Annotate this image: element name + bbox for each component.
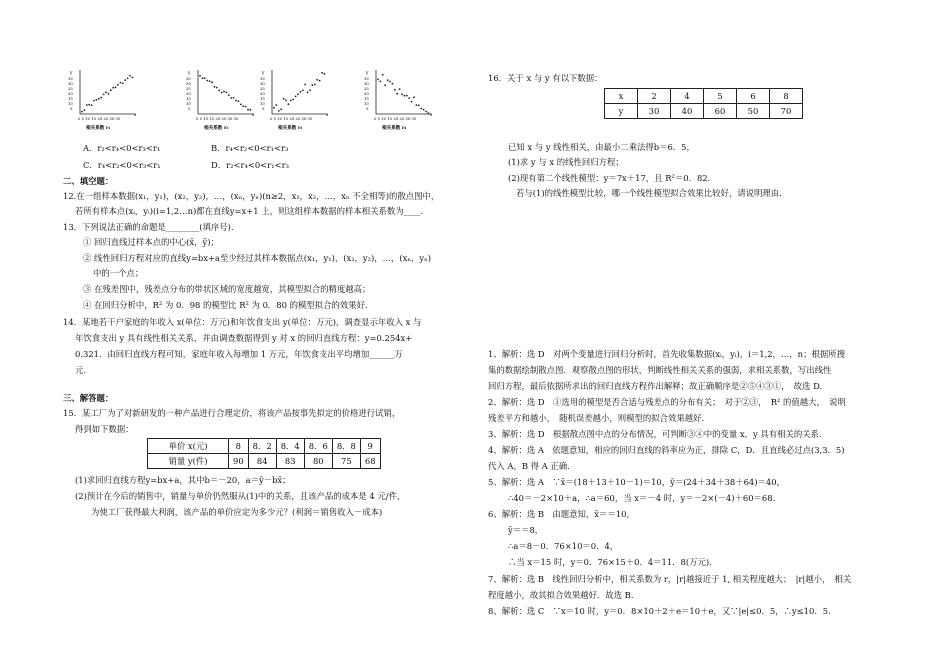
scatter-point <box>127 78 129 80</box>
scatter-point <box>389 81 391 83</box>
scatter-point <box>84 109 86 111</box>
scatter-point <box>384 84 386 86</box>
scatter-point <box>120 82 122 84</box>
scatter-point <box>278 110 280 112</box>
scatter-point <box>321 72 323 74</box>
table-row: x 2 4 5 6 8 <box>605 89 803 104</box>
svg-text:25: 25 <box>186 86 191 91</box>
svg-text:35: 35 <box>364 76 369 81</box>
scatter-point <box>408 97 410 99</box>
scatter-point <box>297 93 299 95</box>
svg-text:20: 20 <box>68 91 73 96</box>
scatter-point <box>316 79 318 81</box>
table-row: 单价 x(元) 8 8．2 8．4 8．6 8．8 9 <box>148 439 381 454</box>
scatter-point <box>392 83 394 85</box>
scatter-point <box>304 84 306 86</box>
svg-text:20: 20 <box>260 91 265 96</box>
svg-text:x: x <box>134 112 137 117</box>
svg-text:10: 10 <box>186 101 191 106</box>
scatter-point <box>312 84 314 86</box>
scatter-plot-r2 <box>184 66 256 132</box>
scatter-point <box>88 104 90 106</box>
scatter-point <box>242 105 244 107</box>
svg-text:10: 10 <box>364 101 369 106</box>
scatter-point <box>394 89 396 91</box>
svg-text:15: 15 <box>364 96 369 101</box>
scatter-plot-r3 <box>258 66 330 132</box>
scatter-point <box>81 111 83 113</box>
svg-text:x: x <box>326 112 329 117</box>
answer-1: 1、解析：选 D 对两个变量进行回归分析时，首先收集数据(xᵢ，yᵢ)，i＝1,2，…，n；根据所搜 <box>488 349 845 359</box>
scatter-point <box>110 89 112 91</box>
scatter-point <box>283 98 285 100</box>
scatter-point <box>112 87 114 89</box>
scatter-point <box>202 77 204 79</box>
svg-text:20: 20 <box>186 91 191 96</box>
svg-text:x: x <box>252 112 255 117</box>
scatter-point <box>117 84 119 86</box>
scatter-point <box>103 94 105 96</box>
scatter-plot-r1 <box>66 66 138 132</box>
table-row: y 30 40 60 50 70 <box>605 104 803 119</box>
answer-4: 4、解析：选 A 依题意知，相应的回归直线的斜率应为正，排除 C，D．且直线必过点(3,3．5) <box>488 445 845 455</box>
scatter-point <box>211 81 213 83</box>
scatter-point <box>418 105 420 107</box>
x-tick-labels: 0 5 10 15 20 25 30 35 <box>78 116 121 121</box>
option-b: B．r₄<r₂<0<r₁<r₃ <box>211 143 289 153</box>
scatter-point <box>98 98 100 100</box>
scatter-point <box>223 91 225 93</box>
scatter-point <box>250 109 252 111</box>
scatter-point <box>420 108 422 110</box>
scatter-point <box>285 100 287 102</box>
scatter-point <box>387 79 389 81</box>
answer-3: 3、解析：选 D 根据散点图中点的分布情况，可判断③④中的变量 x，y 具有相关的关系． <box>488 429 828 439</box>
svg-text:0 5 10 15 20 25 30 35: 0 5 10 15 20 25 30 35 <box>270 116 313 121</box>
scatter-point <box>86 104 88 106</box>
table-price-sales <box>147 438 381 469</box>
scatter-point <box>290 100 292 102</box>
scatter-point <box>292 99 294 101</box>
scatter-point <box>129 75 131 77</box>
svg-text:0 5 10 15 20 25 30 35: 0 5 10 15 20 25 30 35 <box>374 116 417 121</box>
answer-5: 5、解析：选 A ∵x̄＝(18＋13＋10－1)＝10，ȳ＝(24＋34＋38＋64)＝40， <box>488 477 785 487</box>
section-heading-fill-blank: 二、填空题： <box>63 176 114 186</box>
svg-text:30: 30 <box>186 81 191 86</box>
scatter-point <box>247 109 249 111</box>
svg-text:x: x <box>430 112 433 117</box>
svg-text:20: 20 <box>364 91 369 96</box>
svg-text:5: 5 <box>262 106 265 111</box>
svg-text:10: 10 <box>68 101 73 106</box>
scatter-plots <box>66 66 466 132</box>
scatter-point <box>233 97 235 99</box>
scatter-point <box>314 84 316 86</box>
scatter-point <box>108 93 110 95</box>
table-row: 销量 y(件) 90 84 83 80 75 68 <box>148 454 381 469</box>
svg-text:15: 15 <box>186 96 191 101</box>
scatter-point <box>404 95 406 97</box>
scatter-point <box>380 81 382 83</box>
question-14: 14．某地若干户家庭的年收入 x(单位：万元)和年饮食支出 y(单位：万元)，调查显示年收入 x 与 <box>63 317 422 327</box>
scatter-point <box>280 108 282 110</box>
y-axis-label: y <box>70 70 73 75</box>
scatter-point <box>302 90 304 92</box>
svg-text:15: 15 <box>68 96 73 101</box>
scatter-point <box>199 75 201 77</box>
scatter-point <box>221 92 223 94</box>
scatter-point <box>122 83 124 85</box>
svg-text:30: 30 <box>260 81 265 86</box>
scatter-point <box>226 92 228 94</box>
scatter-point <box>416 104 418 106</box>
scatter-point <box>413 96 415 98</box>
scatter-point <box>406 95 408 97</box>
plot-label: 相关系数 r₄ <box>382 126 407 131</box>
scatter-point <box>204 77 206 79</box>
plot-label: 相关系数 r₂ <box>204 126 229 131</box>
plot-label: 相关系数 r₁ <box>86 126 111 131</box>
scatter-point <box>307 91 309 93</box>
answer-6: 6、解析：选 B 由题意知，x̄＝＝10， <box>488 509 635 519</box>
question-16: 16．关于 x 与 y 有以下数据： <box>488 73 603 83</box>
scatter-point <box>319 80 321 82</box>
answer-7: 7、解析：选 B 线性回归分析中，相关系数为 r，|r|越接近于 1, 相关程度越大； |r|越小， 相关 <box>488 574 852 584</box>
scatter-point <box>423 109 425 111</box>
scatter-point <box>235 100 237 102</box>
section-heading-answer: 三、解答题： <box>63 393 114 403</box>
option-d: D．r₂<r₄<0<r₁<r₃ <box>211 160 289 170</box>
scatter-point <box>288 103 290 105</box>
svg-text:y: y <box>188 70 191 75</box>
scatter-point <box>240 104 242 106</box>
scatter-point <box>214 86 216 88</box>
svg-text:35: 35 <box>68 76 73 81</box>
scatter-point <box>93 100 95 102</box>
scatter-point <box>425 111 427 113</box>
svg-text:5: 5 <box>366 106 369 111</box>
scatter-point <box>124 79 126 81</box>
scatter-point <box>300 91 302 93</box>
scatter-point <box>411 101 413 103</box>
question-13: 13．下列说法正确的命题是________(填序号). <box>63 222 234 232</box>
question-12: 12.在一组样本数据(x₁，y₁)，(x₂，y₂)，…，(xₙ，yₙ)(n≥2，x₁，x₂，…，xₙ 不全相等)的散点图中， <box>63 191 440 201</box>
scatter-point <box>115 86 117 88</box>
svg-text:0 5 10 15 20 25 30 35: 0 5 10 15 20 25 30 35 <box>196 116 239 121</box>
scatter-point <box>91 104 93 106</box>
svg-text:30: 30 <box>364 81 369 86</box>
svg-text:5: 5 <box>188 106 191 111</box>
svg-text:y: y <box>366 70 369 75</box>
scatter-point <box>96 99 98 101</box>
plot-label: 相关系数 r₃ <box>278 126 303 131</box>
scatter-point <box>218 90 220 92</box>
scatter-point <box>377 79 379 81</box>
scatter-plot-r4 <box>362 66 434 132</box>
scatter-point <box>105 91 107 93</box>
svg-text:25: 25 <box>260 86 265 91</box>
option-a: A．r₂<r₄<0<r₃<r₁ <box>83 143 161 153</box>
svg-text:15: 15 <box>260 96 265 101</box>
svg-text:35: 35 <box>186 76 191 81</box>
scatter-point <box>276 104 278 106</box>
scatter-point <box>399 88 401 90</box>
scatter-point <box>230 97 232 99</box>
scatter-point <box>245 106 247 108</box>
scatter-point <box>295 96 297 98</box>
question-15: 15．某工厂为了对新研发的一种产品进行合理定价，将该产品按事先拟定的价格进行试销， <box>63 408 401 418</box>
svg-text:10: 10 <box>260 101 265 106</box>
svg-text:5: 5 <box>70 106 73 111</box>
scatter-point <box>228 94 230 96</box>
scatter-point <box>216 87 218 89</box>
scatter-point <box>309 89 311 91</box>
scatter-point <box>401 94 403 96</box>
svg-text:30: 30 <box>68 81 73 86</box>
answer-8: 8、解析：选 C ∵x＝10 时，y＝0．8×10＋2＋e＝10＋e，又∵|e|≤0．5，∴y≤10．5. <box>488 606 831 616</box>
option-c: C．r₄<r₂<0<r₃<r₁ <box>83 160 161 170</box>
scatter-point <box>382 74 384 76</box>
scatter-point <box>273 107 275 109</box>
svg-text:25: 25 <box>364 86 369 91</box>
scatter-point <box>132 77 134 79</box>
answer-2: 2、解析：选 D ①选用的模型是否合适与残差点的分布有关； 对于②③， R² 的值越大， 说明 <box>488 397 846 407</box>
scatter-point <box>100 97 102 99</box>
svg-text:35: 35 <box>260 76 265 81</box>
table-x-y <box>604 88 803 119</box>
scatter-point <box>238 100 240 102</box>
scatter-point <box>209 80 211 82</box>
svg-text:25: 25 <box>68 86 73 91</box>
scatter-point <box>206 80 208 82</box>
scatter-point <box>324 73 326 75</box>
svg-text:y: y <box>262 70 265 75</box>
scatter-point <box>396 93 398 95</box>
